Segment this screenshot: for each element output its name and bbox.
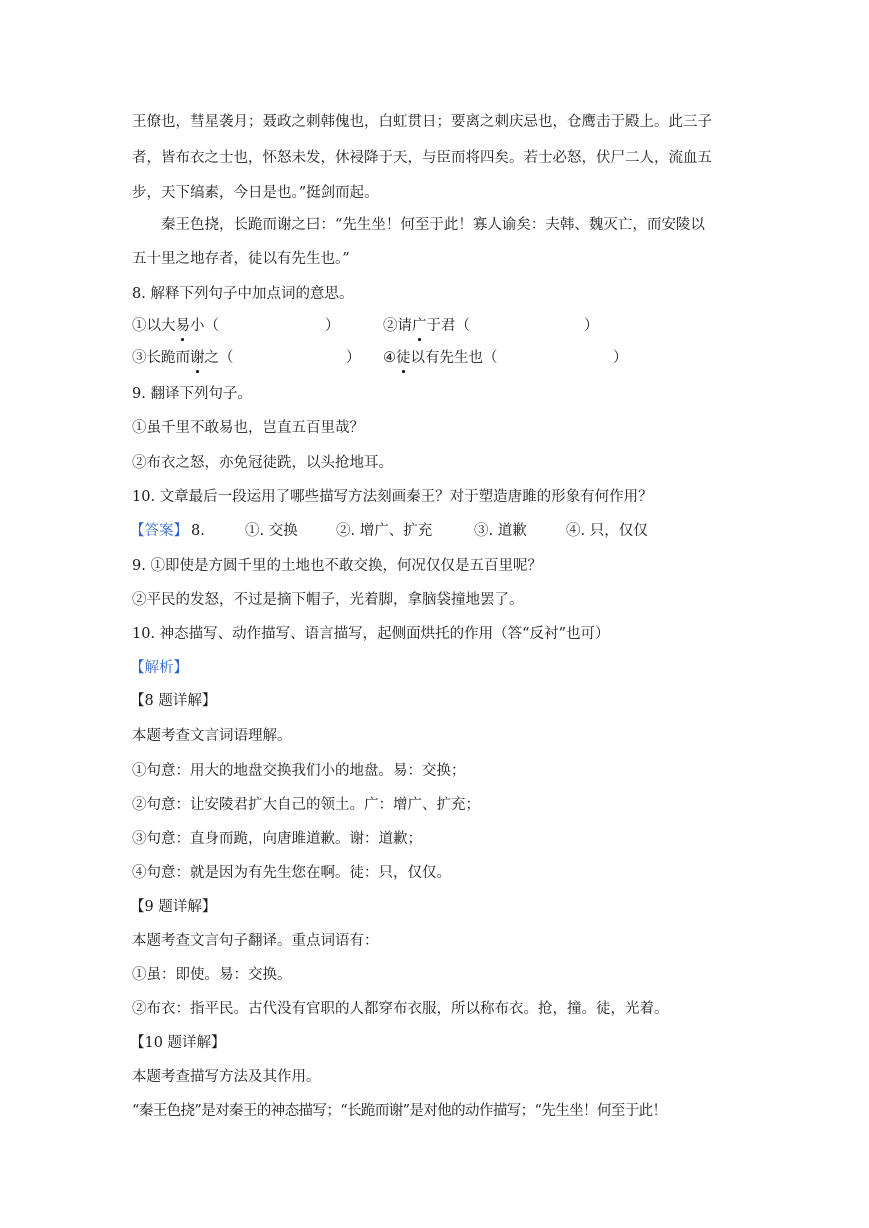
analysis-line: “秦王色挠”是对秦王的神态描写；“长跪而谢”是对他的动作描写；“先生坐！何至于此！	[132, 1103, 667, 1119]
question-10-title: 10. 文章最后一段运用了哪些描写方法刻画秦王？对于塑造唐雎的形象有何作用？	[132, 489, 653, 505]
q8-item-4-close: ）	[613, 350, 628, 366]
analysis-line: 本题考查文言句子翻译。重点词语有：	[132, 933, 379, 949]
passage-line: 步，天下缟素，今日是也。”挺剑而起。	[132, 185, 379, 201]
answer-line: 10. 神态描写、动作描写、语言描写，起侧面烘托的作用（答“反衬”也可）	[132, 626, 610, 642]
analysis-line: ②句意：让安陵君扩大自己的领土。广：增广、扩充；	[132, 797, 480, 813]
analysis-line: ④句意：就是因为有先生您在啊。徒：只，仅仅。	[132, 865, 451, 881]
answer-item: ①. 交换	[245, 523, 298, 539]
question-9-title: 9. 翻译下列句子。	[132, 386, 252, 402]
analysis-tag: 【解析】	[130, 660, 188, 676]
answer-item: ③. 道歉	[474, 523, 527, 539]
q8-item-3: ③长跪而谢之（	[132, 350, 234, 366]
q8-item-2-close: ）	[584, 318, 599, 334]
passage-line: 五十里之地存者，徒以有先生也。”	[132, 251, 350, 267]
section-heading: 【9 题详解】	[130, 899, 217, 915]
q8-item-1: ①以大易小（	[132, 318, 219, 334]
q8-item-2: ②请广于君（	[383, 318, 470, 334]
passage-line: 者，皆布衣之士也，怀怒未发，休祲降于天，与臣而将四矣。若士必怒，伏尸二人，流血五	[132, 150, 712, 166]
answer-item: ④. 只，仅仅	[566, 523, 648, 539]
analysis-line: ②布衣：指平民。古代没有官职的人都穿布衣服，所以称布衣。抢，撞。徒，光着。	[132, 1001, 669, 1017]
dotted-word: 徒	[396, 350, 411, 366]
dotted-word: 谢	[190, 350, 205, 366]
section-heading: 【8 题详解】	[130, 693, 217, 709]
question-9-sentence: ②布衣之怒，亦免冠徒跣，以头抢地耳。	[132, 455, 393, 471]
q8-item-1-close: ）	[325, 318, 340, 334]
question-8-title: 8. 解释下列句子中加点词的意思。	[132, 286, 354, 302]
analysis-line: 本题考查文言词语理解。	[132, 728, 292, 744]
dotted-word: 广	[412, 318, 427, 334]
passage-line: 秦王色挠，长跪而谢之曰：“先生坐！何至于此！寡人谕矣：夫韩、魏灭亡，而安陵以	[161, 217, 705, 233]
answer-item: ②. 增广、扩充	[336, 523, 433, 539]
dotted-word: 易	[175, 318, 190, 334]
question-9-sentence: ①虽千里不敢易也，岂直五百里哉？	[132, 420, 364, 436]
analysis-line: ①句意：用大的地盘交换我们小的地盘。易：交换；	[132, 763, 466, 779]
analysis-line: ①虽：即使。易：交换。	[132, 967, 292, 983]
answer-tag: 【答案】	[130, 523, 188, 539]
analysis-line: 本题考查描写方法及其作用。	[132, 1069, 321, 1085]
answer-number: 8.	[191, 523, 205, 539]
q8-item-4: ④徒以有先生也（	[383, 350, 498, 366]
q8-item-3-close: ）	[346, 350, 361, 366]
section-heading: 【10 题详解】	[130, 1035, 226, 1051]
answer-line: ②平民的发怒，不过是摘下帽子，光着脚，拿脑袋撞地罢了。	[132, 592, 524, 608]
passage-line: 王僚也，彗星袭月；聂政之刺韩傀也，白虹贯日；要离之刺庆忌也，仓鹰击于殿上。此三子	[132, 114, 712, 130]
answer-line: 9. ①即使是方圆千里的土地也不敢交换，何况仅仅是五百里呢？	[132, 558, 542, 574]
analysis-line: ③句意：直身而跪，向唐雎道歉。谢：道歉；	[132, 831, 422, 847]
